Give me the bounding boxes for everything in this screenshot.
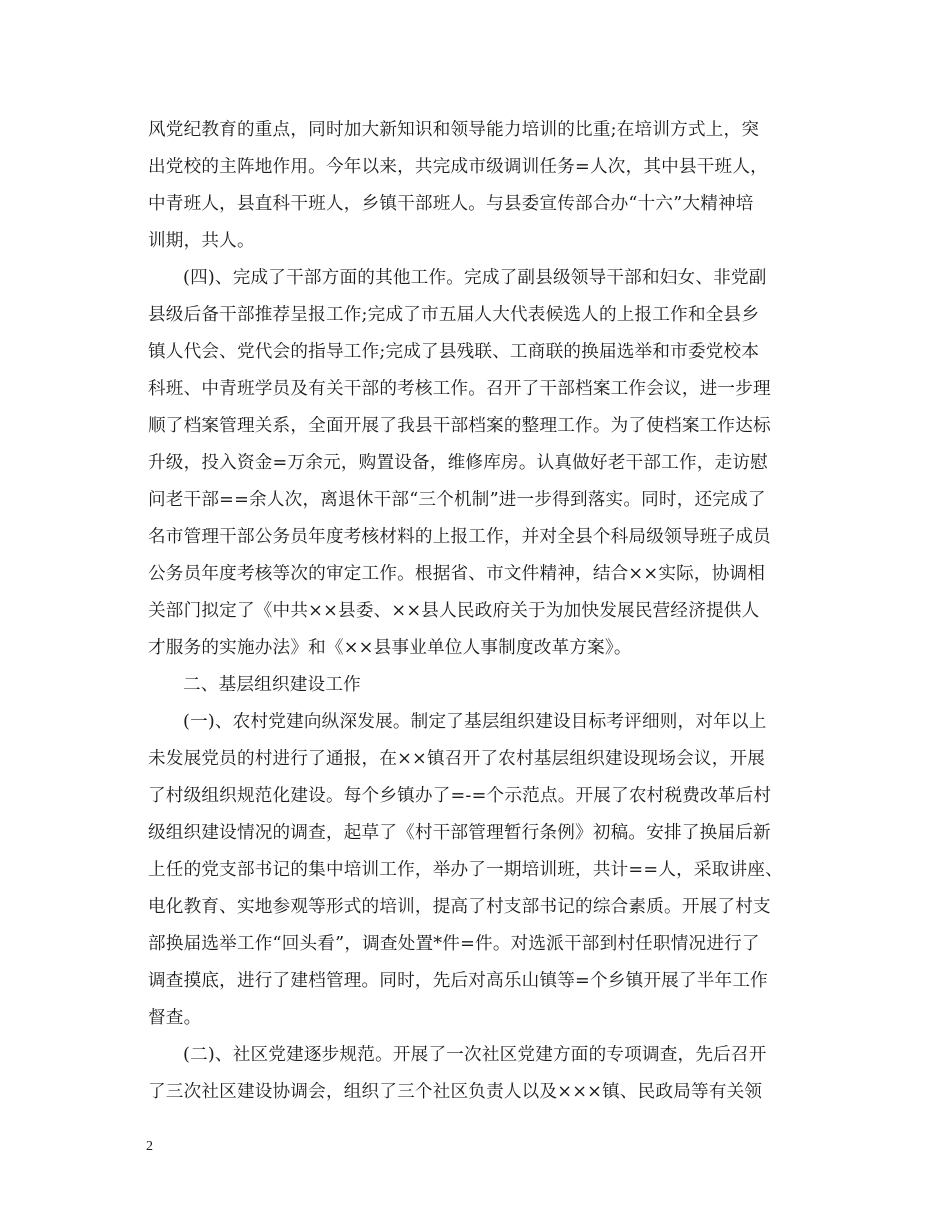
- text-line: 名市管理干部公务员年度考核材料的上报工作，并对全县个科局级领导班子成员: [148, 527, 771, 547]
- text-line: 电化教育、实地参观等形式的培训，提高了村支部书记的综合素质。开展了村支: [148, 897, 771, 917]
- section-heading: 二、基层组织建设工作: [183, 675, 361, 695]
- text-line: 县级后备干部推荐呈报工作;完成了市五届人大代表候选人的上报工作和全县乡: [148, 305, 760, 325]
- text-line: 未发展党员的村进行了通报，在××镇召开了农村基层组织建设现场会议，开展: [148, 749, 766, 769]
- text-line: 才服务的实施办法》和《××县事业单位人事制度改革方案》。: [148, 638, 632, 658]
- text-line: 调查摸底，进行了建档管理。同时，先后对高乐山镇等=个乡镇开展了半年工作: [148, 971, 768, 991]
- text-line: 风党纪教育的重点，同时加大新知识和领导能力培训的比重;在培训方式上，突: [148, 120, 760, 140]
- text-line: 镇人代会、党代会的指导工作;完成了县残联、工商联的换届选举和市委党校本: [148, 342, 760, 362]
- text-line: 部换届选举工作“回头看”，调查处置*件=件。对选派干部到村任职情况进行了: [148, 934, 760, 954]
- text-line: 顺了档案管理关系，全面开展了我县干部档案的整理工作。为了使档案工作达标: [148, 416, 771, 436]
- text-line: 督查。: [148, 1008, 202, 1028]
- text-line: 升级，投入资金=万余元，购置设备，维修库房。认真做好老干部工作，走访慰: [148, 453, 768, 473]
- page-number: 2: [146, 1139, 153, 1154]
- text-line: 公务员年度考核等次的审定工作。根据省、市文件精神，结合××实际，协调相: [148, 564, 766, 584]
- text-line: 科班、中青班学员及有关干部的考核工作。召开了干部档案工作会议，进一步理: [148, 379, 771, 399]
- text-line: 了三次社区建设协调会，组织了三个社区负责人以及×××镇、民政局等有关领: [148, 1082, 763, 1102]
- text-line: 问老干部==余人次，离退休干部“三个机制”进一步得到落实。同时，还完成了: [148, 490, 766, 510]
- paragraph-start-line: (四)、完成了干部方面的其他工作。完成了副县级领导干部和妇女、非党副: [183, 268, 767, 288]
- text-line: 训期，共人。: [148, 231, 255, 251]
- text-line: 上任的党支部书记的集中培训工作，举办了一期培训班，共计==人，采取讲座、: [148, 860, 783, 880]
- text-line: 级组织建设情况的调查，起草了《村干部管理暂行条例》初稿。安排了换届后新: [148, 823, 771, 843]
- paragraph-start-line: (一)、农村党建向纵深发展。制定了基层组织建设目标考评细则，对年以上: [183, 712, 767, 732]
- text-line: 关部门拟定了《中共××县委、××县人民政府关于为加快发展民营经济提供人: [148, 601, 760, 621]
- text-line: 出党校的主阵地作用。今年以来，共完成市级调训任务=人次，其中县干班人，: [148, 157, 768, 177]
- text-line: 中青班人，县直科干班人，乡镇干部班人。与县委宣传部合办“十六”大精神培: [148, 194, 754, 214]
- paragraph-start-line: (二)、社区党建逐步规范。开展了一次社区党建方面的专项调查，先后召开: [183, 1045, 767, 1065]
- text-line: 了村级组织规范化建设。每个乡镇办了=-=个示范点。开展了农村税费改革后村: [148, 786, 772, 806]
